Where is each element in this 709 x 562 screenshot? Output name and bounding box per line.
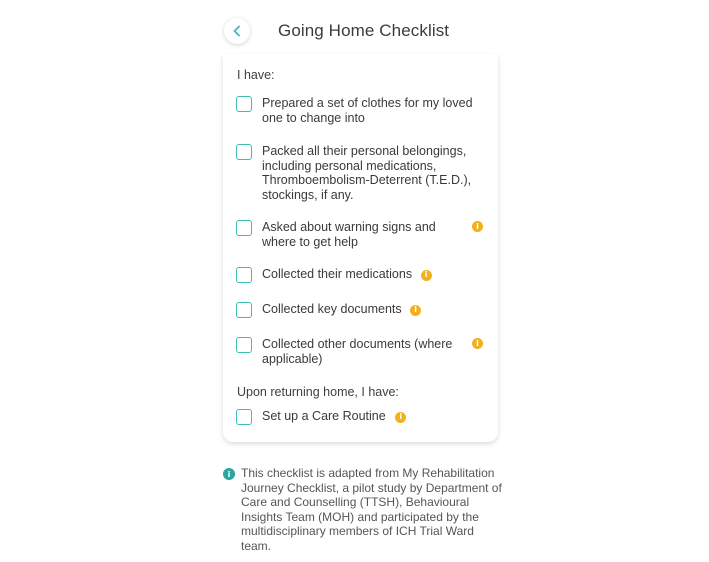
checkbox[interactable] [236,302,252,318]
info-icon[interactable]: i [472,221,483,232]
info-icon[interactable]: i [472,338,483,349]
checkbox[interactable] [236,220,252,236]
chevron-left-icon [232,25,242,37]
checkbox[interactable] [236,267,252,283]
section-label-upon-returning: Upon returning home, I have: [237,385,399,399]
checkbox[interactable] [236,96,252,112]
checklist-item-label: Packed all their personal belongings, including personal medications, Thromboembolism-Deterrent (T.E.D.), stockings, if any. [262,144,472,202]
checklist-item-label: Set up a Care Routine [262,409,386,423]
checklist-item-label: Asked about warning signs and where to get help [262,220,436,249]
checklist-item-label-row [262,302,492,317]
checklist-item-label: Collected key documents [262,302,402,316]
footnote-text: This checklist is adapted from My Rehabilitation Journey Checklist, a pilot study by Department of Care and Counselling (TTSH), Behavioural Insights Team (MOH) and participated by the multidisciplinary members of ICH Trial Ward team. [241,466,502,553]
info-icon[interactable]: i [421,270,432,281]
checkbox[interactable] [236,144,252,160]
checkbox[interactable] [236,337,252,353]
info-icon[interactable]: i [410,305,421,316]
page-header [222,14,502,48]
checklist-item-label: Collected other documents (where applicable) [262,337,453,366]
checklist-item-label-row [262,267,492,282]
info-icon: i [223,468,235,480]
checkbox[interactable] [236,409,252,425]
page-title: Going Home Checklist [278,21,450,40]
checklist-item-label: Prepared a set of clothes for my loved one to change into [262,96,473,125]
checklist-item-label-row [262,409,492,424]
section-label-i-have: I have: [237,68,275,82]
checklist-card [223,54,498,442]
back-button[interactable] [224,18,250,44]
checklist-item-label: Collected their medications [262,267,413,281]
info-icon[interactable]: i [395,412,406,423]
